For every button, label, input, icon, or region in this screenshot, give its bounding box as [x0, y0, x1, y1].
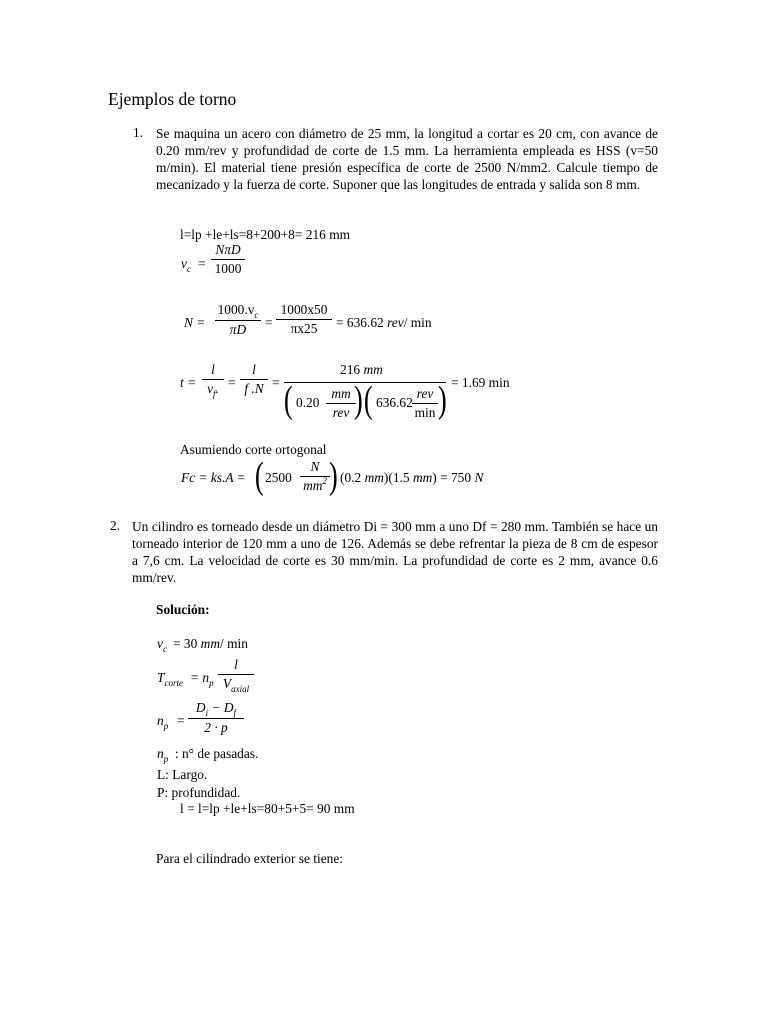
t-equals-1: =	[228, 375, 236, 390]
t-big-numerator: 216 mm	[340, 362, 383, 377]
fc-rest: (0.2 mm)(1.5 mm) = 750 N	[340, 470, 484, 485]
n-fraction-2: 1000x50 πx25	[276, 302, 332, 337]
vc2-symbol: $v_c$	[157, 636, 167, 654]
example-1-number: 1.	[133, 125, 144, 140]
t-lhs: t =	[180, 375, 197, 390]
length-equation-2: l = l=lp +le+ls=80+5+5= 90 mm	[180, 801, 355, 816]
vc-equals: =	[198, 256, 206, 271]
np-fraction: $D_i - D_f$ 2 · p	[188, 700, 244, 736]
fc-value: 2500	[265, 470, 292, 485]
example-2-number: 2.	[110, 518, 121, 533]
paren-right-1: )	[353, 379, 363, 421]
length-definition: L: Largo.	[157, 767, 208, 782]
external-cylindering-text: Para el cilindrado exterior se tiene:	[156, 851, 344, 866]
tcorte-symbol: $T_{corte}$	[157, 670, 183, 688]
t-p1-value: 0.20	[296, 395, 320, 410]
paren-left-1: (	[283, 379, 293, 421]
paren-right-3: )	[328, 455, 338, 497]
t-p2-value: 636.62	[376, 395, 413, 410]
n-lhs: N =	[184, 315, 206, 330]
paren-left-3: (	[254, 455, 264, 497]
t-p2-fraction: rev min	[412, 386, 438, 421]
vc-fraction	[211, 242, 245, 277]
example-1-statement: Se maquina un acero con diámetro de 25 mm, la longitud a cortar es 20 cm, con avance de 0.20 mm/rev y profundidad de corte de 1.5 mm. La herramienta empleada es HSS (v=50 m/min). El material tiene presión específica de corte de 2500 N/mm2. Calcule tiempo de mecanizado y la fuerza de corte. Suponer que las longitudes de entrada y salida son 8 mm.	[156, 126, 658, 192]
n-result: = 636.62 rev/ min	[336, 315, 432, 330]
paren-right-2: )	[437, 379, 447, 421]
depth-definition: P: profundidad.	[157, 785, 241, 800]
tcorte-fraction: l $V_{axial}$	[218, 657, 254, 693]
np-equals: =	[177, 713, 185, 728]
page-title: Ejemplos de torno	[108, 89, 237, 109]
t-result: = 1.69 min	[451, 375, 510, 390]
n-fraction-1: $1000.v_c$ πD	[215, 302, 261, 338]
t-equals-2: =	[272, 375, 280, 390]
vc-numerator: NπD	[215, 242, 241, 257]
orthogonal-label: Asumiendo corte ortogonal	[180, 442, 327, 457]
fc-lhs: Fc = ks.A =	[181, 470, 246, 485]
t-fraction-2: l f .N	[240, 362, 268, 397]
vc-symbol: $v_c$	[181, 256, 191, 274]
fc-fraction: N $mm^2$	[300, 459, 330, 495]
np-symbol: $n_p$	[157, 713, 169, 731]
t-fraction-1: l $v_f$.	[202, 362, 224, 398]
t-p1-fraction: mm rev	[326, 386, 356, 421]
example-2-statement: Un cilindro es torneado desde un diámetro Di = 300 mm a uno Df = 280 mm. También se hace un torneado interior de 120 mm a uno de 126. Además se debe refrentar la pieza de 8 cm de espesor a 7,6 cm. La velocidad de corte es 30 mm/min. La profundidad de corte es 2 mm, avance 0.6 mm/rev.	[132, 519, 658, 585]
paren-left-2: (	[363, 379, 373, 421]
vc-denominator: 1000	[214, 261, 242, 276]
length-equation: l=lp +le+ls=8+200+8= 216 mm	[180, 227, 351, 242]
vc2-value: = 30 mm/ min	[173, 636, 248, 651]
solution-heading: Solución:	[156, 602, 210, 617]
tcorte-equals: = $n_p$	[190, 670, 214, 688]
np-definition: $n_p$ : n° de pasadas.	[157, 746, 259, 764]
n-equals: =	[265, 315, 273, 330]
